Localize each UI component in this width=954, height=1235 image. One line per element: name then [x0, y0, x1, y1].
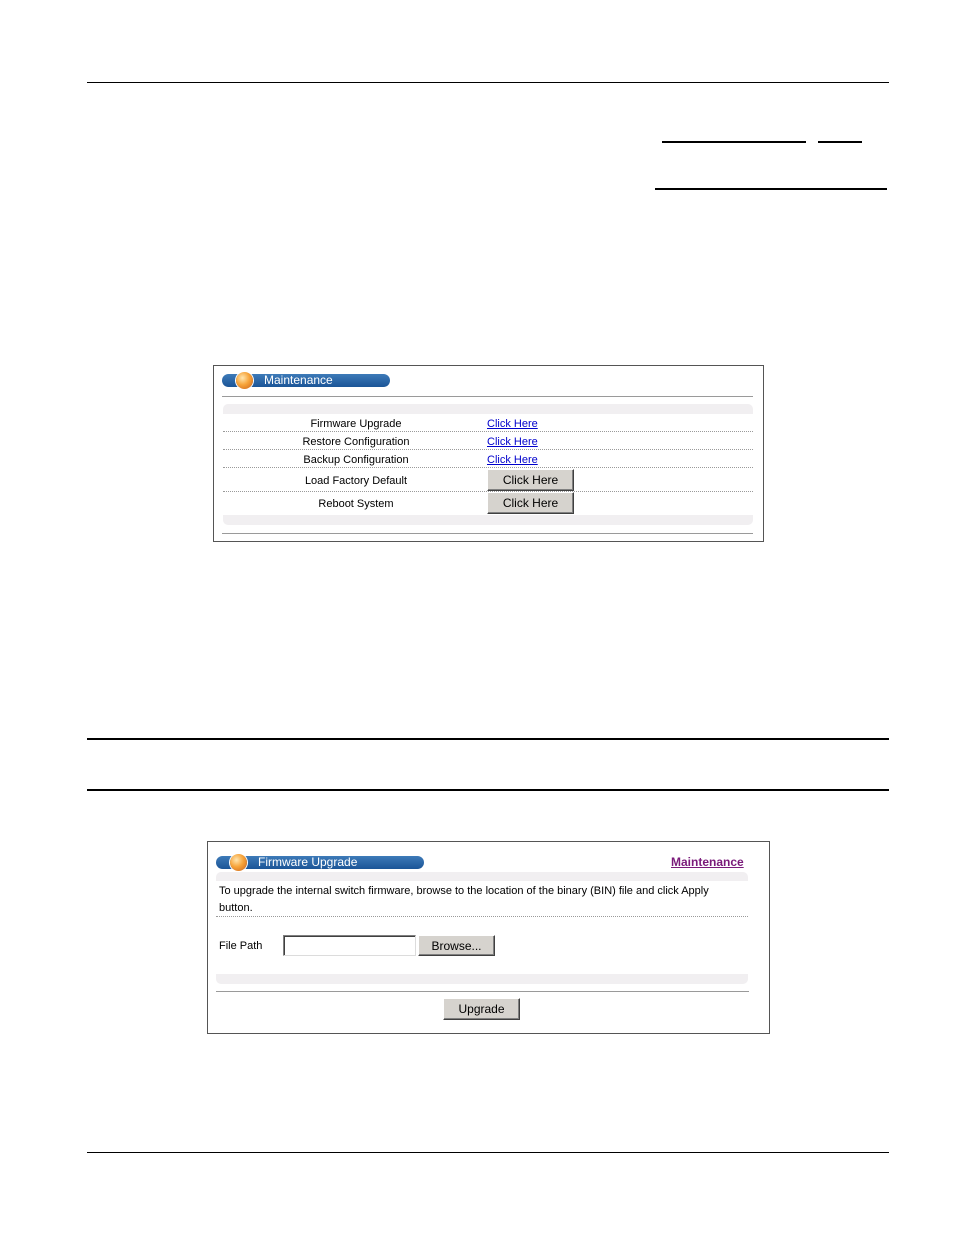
maintenance-panel — [213, 365, 764, 542]
restore-configuration-link[interactable]: Click Here — [487, 436, 538, 448]
row-label-restore-configuration: Restore Configuration — [302, 436, 410, 448]
maintenance-title: Maintenance — [264, 373, 333, 387]
backup-configuration-link[interactable]: Click Here — [487, 454, 538, 466]
file-path-input[interactable] — [283, 935, 416, 956]
upgrade-button[interactable]: Upgrade — [443, 998, 520, 1020]
orb-icon — [236, 372, 253, 389]
firmware-instructions-cont: button. — [219, 902, 253, 914]
file-path-label: File Path — [219, 940, 263, 952]
load-factory-default-button[interactable]: Click Here — [487, 469, 574, 491]
row-divider — [223, 431, 753, 432]
maintenance-back-link[interactable]: Maintenance — [671, 855, 744, 869]
firmware-bottom-divider — [216, 991, 749, 992]
maintenance-title-pill — [222, 374, 390, 387]
browse-button[interactable]: Browse... — [418, 935, 495, 956]
row-divider — [223, 449, 753, 450]
orb-icon — [230, 854, 247, 871]
firmware-upgrade-panel — [207, 841, 770, 1034]
firmware-title-pill — [216, 856, 424, 869]
title-divider — [222, 396, 753, 397]
reboot-system-button[interactable]: Click Here — [487, 492, 574, 514]
firmware-instructions: To upgrade the internal switch firmware, browse to the location of the binary (BIN) file and click Apply — [219, 885, 709, 897]
form-divider — [216, 916, 748, 917]
firmware-upgrade-link[interactable]: Click Here — [487, 418, 538, 430]
firmware-title: Firmware Upgrade — [258, 855, 358, 869]
section-rule-top — [87, 738, 889, 740]
section-rule-bottom — [87, 789, 889, 791]
maintenance-bottom-divider — [222, 533, 753, 534]
header-redaction-bar-2 — [818, 141, 862, 143]
footer-rule — [87, 1152, 889, 1153]
row-divider — [223, 467, 753, 468]
header-rule — [87, 82, 889, 83]
row-label-reboot-system: Reboot System — [318, 498, 394, 510]
row-label-backup-configuration: Backup Configuration — [303, 454, 409, 466]
header-redaction-bar-1 — [662, 141, 806, 143]
row-label-load-factory-default: Load Factory Default — [304, 475, 408, 487]
header-redaction-bar-3 — [655, 188, 887, 190]
row-label-firmware-upgrade: Firmware Upgrade — [310, 418, 402, 430]
